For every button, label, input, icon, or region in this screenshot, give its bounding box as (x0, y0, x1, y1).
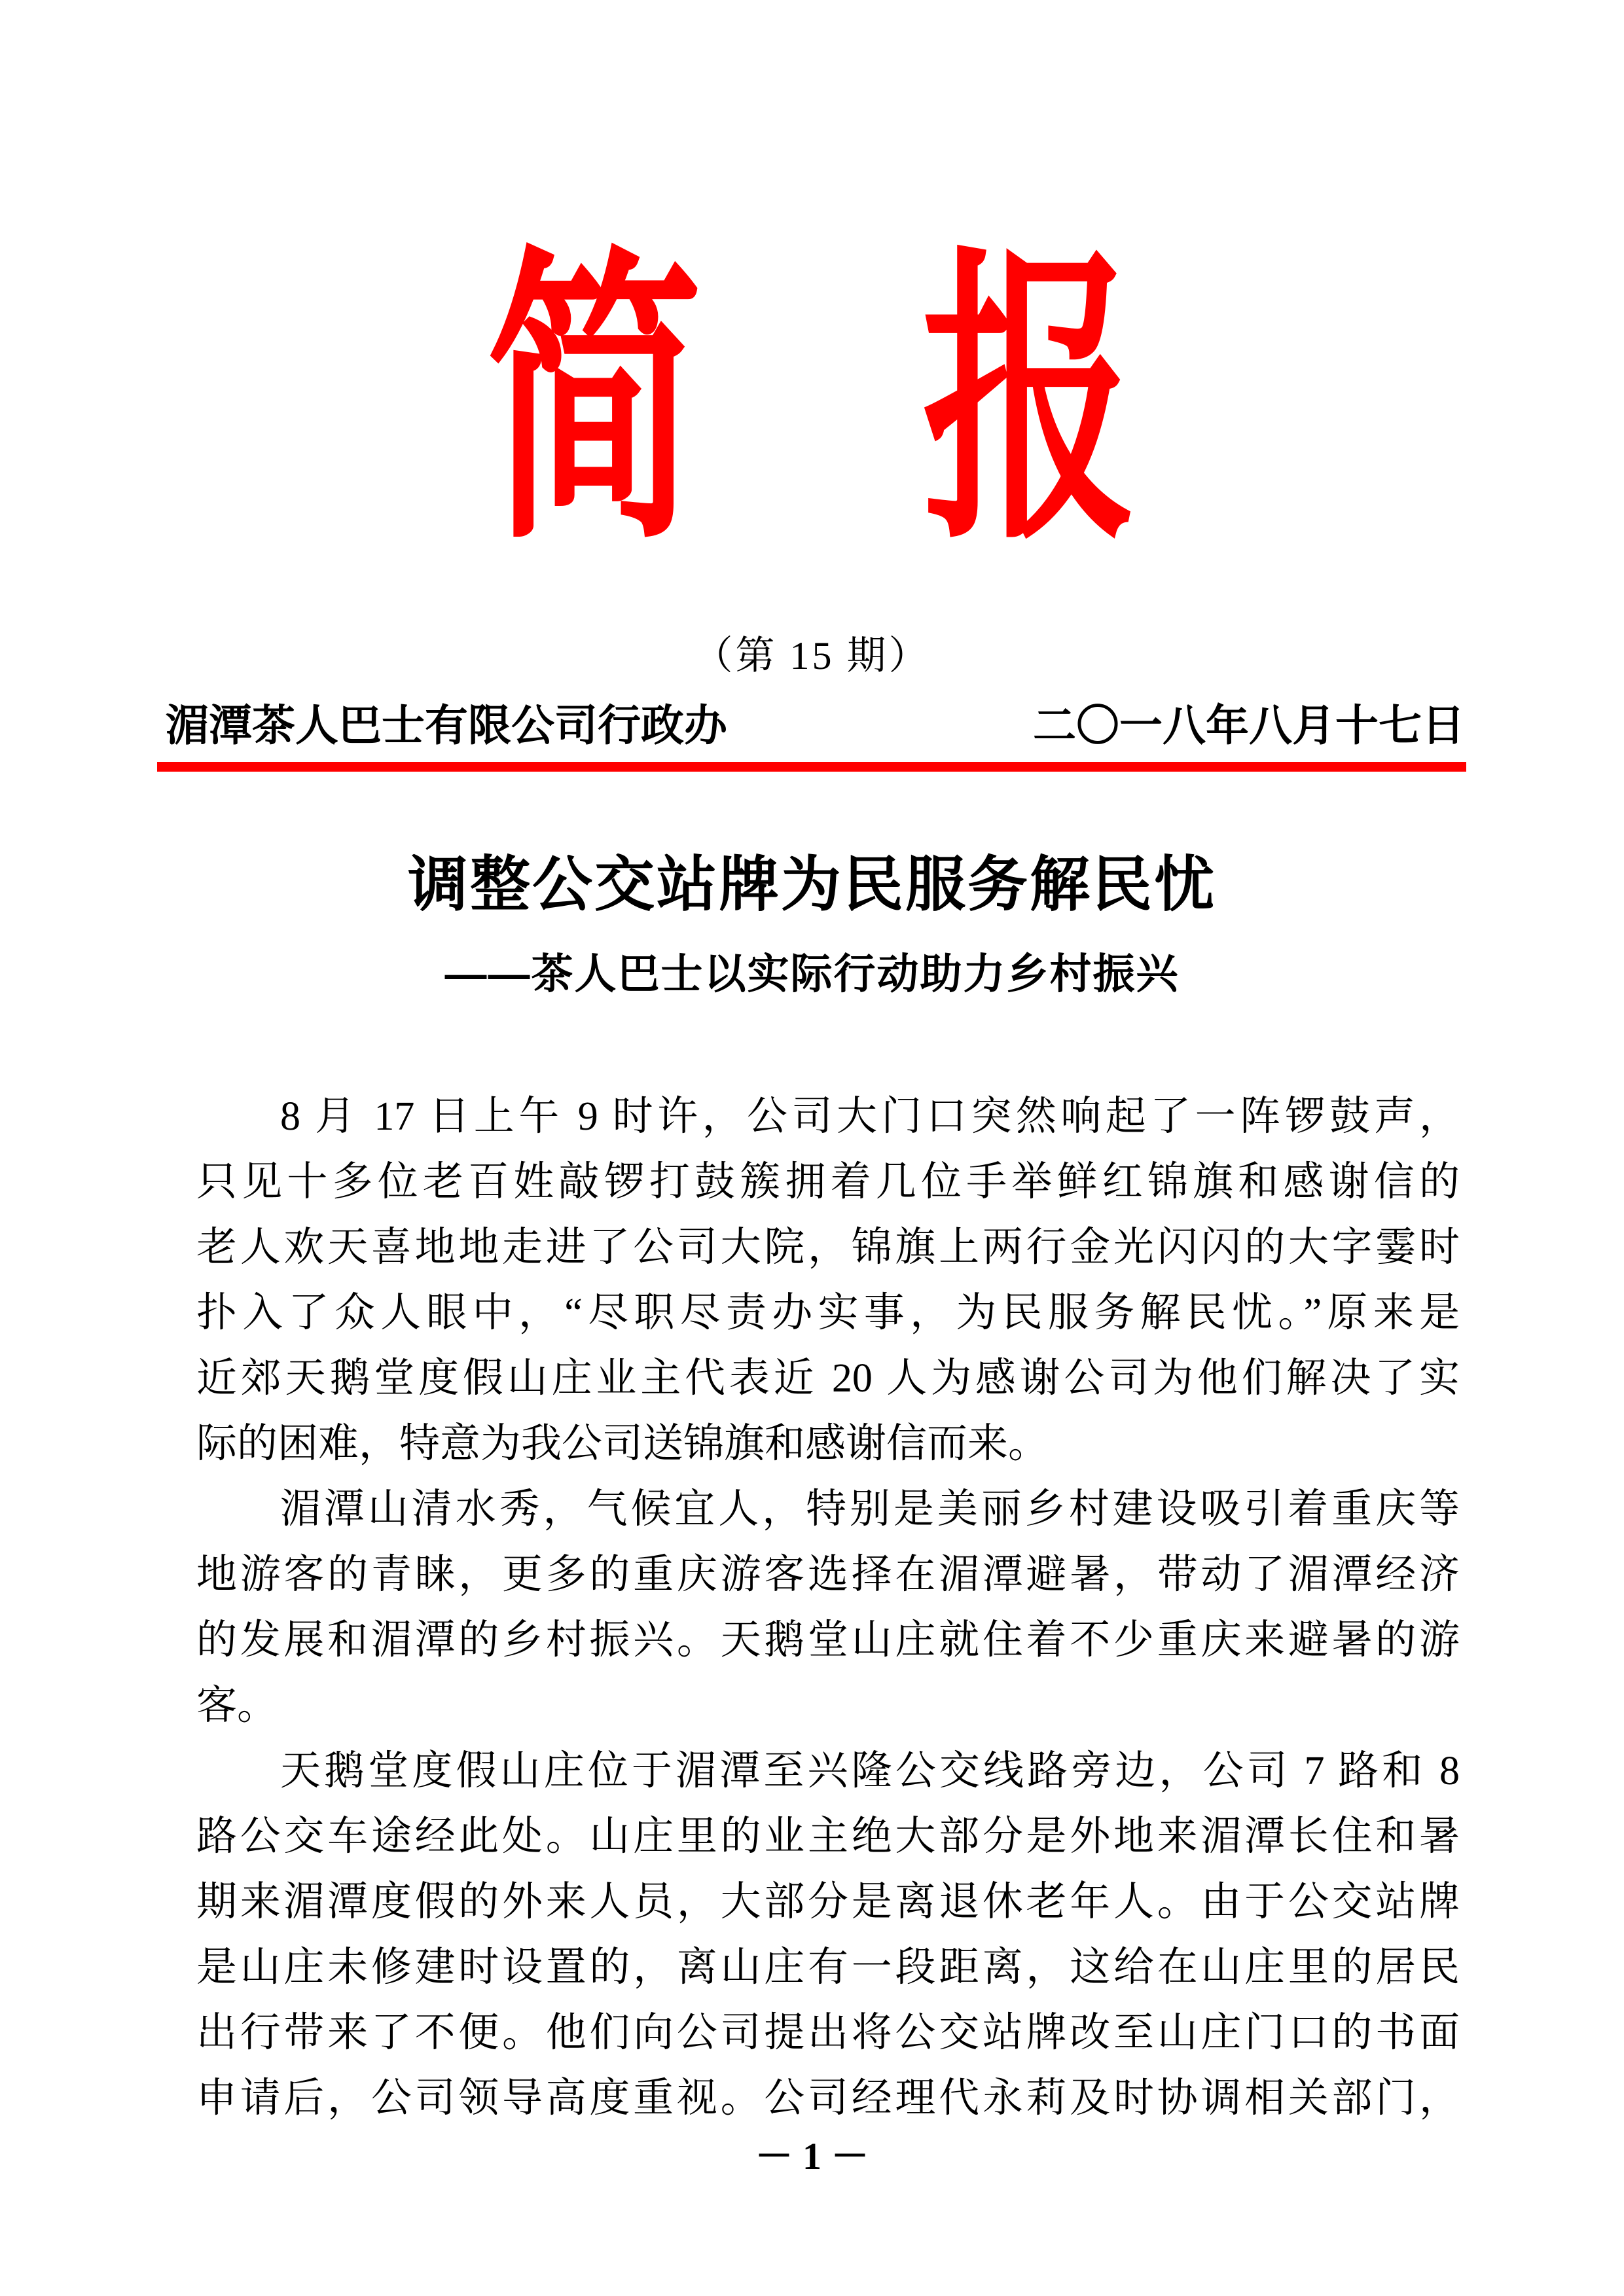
body-line: 出行带来了不便。他们向公司提出将公交站牌改至山庄门口的书面 (196, 2011, 1460, 2055)
body-line: 湄潭山清水秀，气候宜人，特别是美丽乡村建设吸引着重庆等 (280, 1487, 1460, 1532)
body-line: 申请后，公司领导高度重视。公司经理代永莉及时协调相关部门， (196, 2076, 1460, 2121)
body-line: 老人欢天喜地地走进了公司大院，锦旗上两行金光闪闪的大字霎时 (196, 1225, 1460, 1270)
page-number: － 1 － (755, 2135, 869, 2178)
issue-date: 二〇一八年八月十七日 (1033, 702, 1465, 750)
body-line: 是山庄未修建时设置的，离山庄有一段距离，这给在山庄里的居民 (196, 1945, 1460, 1990)
masthead-char-1: 简 (486, 234, 702, 575)
body-line: 天鹅堂度假山庄位于湄潭至兴隆公交线路旁边，公司 7 路和 8 (280, 1749, 1460, 1793)
red-divider-rule (157, 762, 1466, 772)
body-line: 路公交车途经此处。山庄里的业主绝大部分是外地来湄潭长住和暑 (196, 1814, 1460, 1859)
issuing-org: 湄潭茶人巴士有限公司行政办 (166, 702, 727, 750)
body-line: 近郊天鹅堂度假山庄业主代表近 20 人为感谢公司为他们解决了实 (196, 1356, 1460, 1401)
body-line: 客。 (196, 1683, 278, 1728)
article-title: 调整公交站牌为民服务解民忧 (407, 852, 1216, 918)
body-line: 扑入了众人眼中，“尽职尽责办实事，为民服务解民忧。”原来是 (196, 1291, 1460, 1335)
masthead-char-2: 报 (922, 234, 1138, 575)
org-date-row (166, 699, 1465, 754)
body-line: 际的困难，特意为我公司送锦旗和感谢信而来。 (196, 1422, 1049, 1466)
masthead-title (0, 234, 1624, 575)
body-line: 只见十多位老百姓敲锣打鼓簇拥着几位手举鲜红锦旗和感谢信的 (196, 1160, 1460, 1204)
article-body (196, 1084, 1460, 2131)
body-line: 的发展和湄潭的乡村振兴。天鹅堂山庄就住着不少重庆来避暑的游 (196, 1618, 1460, 1662)
body-line: 地游客的青睐，更多的重庆游客选择在湄潭避暑，带动了湄潭经济 (196, 1552, 1460, 1597)
issue-number-line: （第 15 期） (693, 634, 931, 677)
article-subtitle: ——茶人巴士以实际行动助力乡村振兴 (444, 950, 1180, 997)
body-line: 期来湄潭度假的外来人员，大部分是离退休老年人。由于公交站牌 (196, 1880, 1460, 1924)
body-line: 8 月 17 日上午 9 时许，公司大门口突然响起了一阵锣鼓声， (280, 1094, 1460, 1139)
